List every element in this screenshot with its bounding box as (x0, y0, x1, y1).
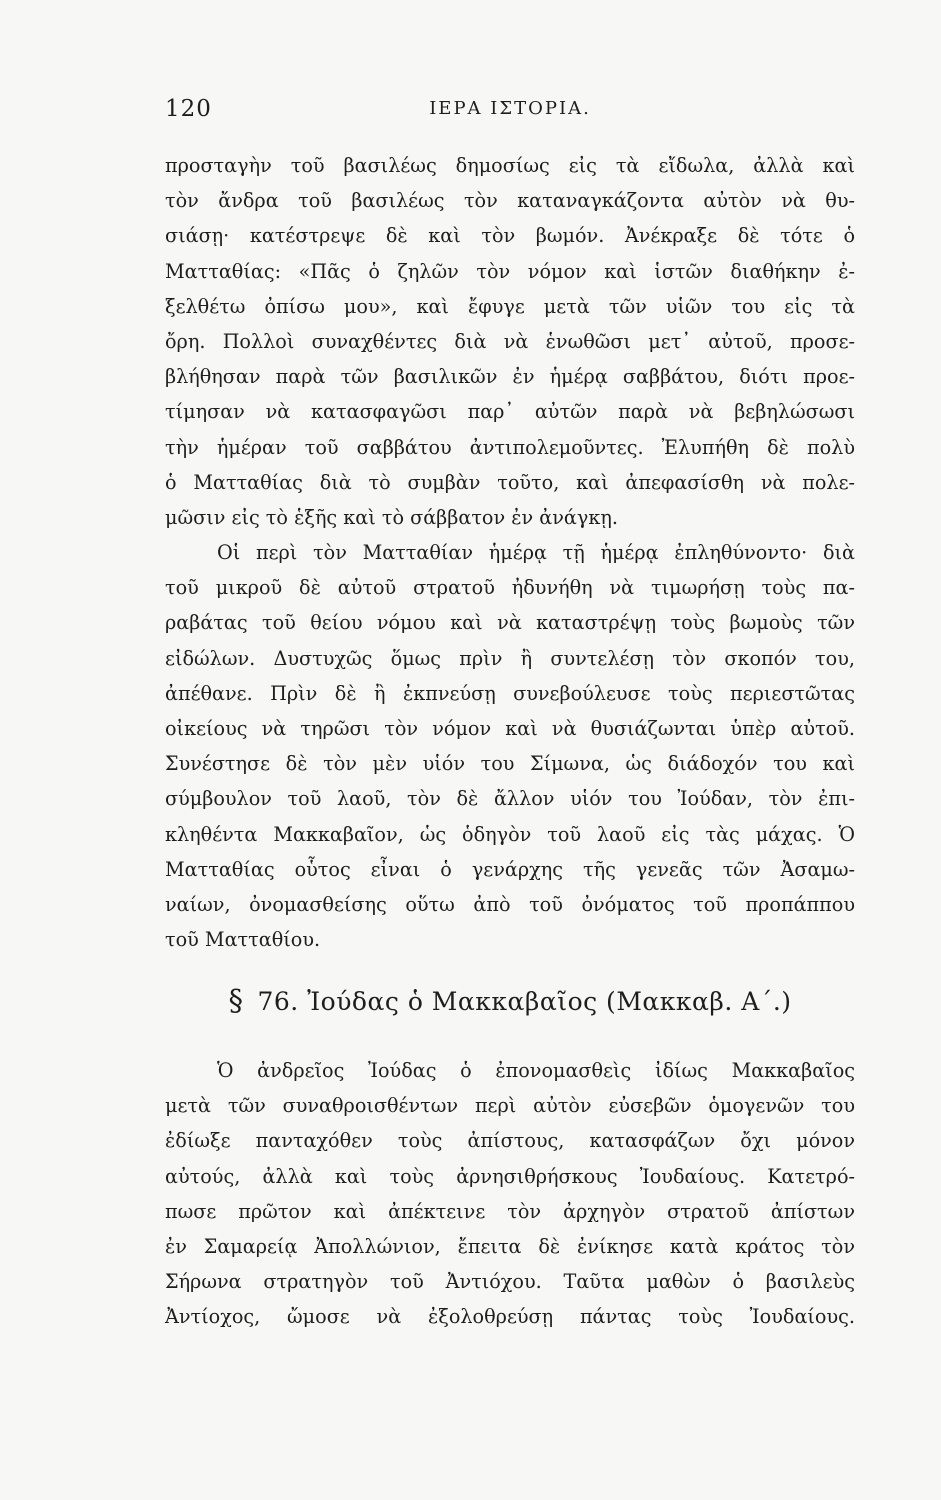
text-line: Ματταθίας: «Πᾶς ὁ ζηλῶν τὸν νόμον καὶ ἱστῶν διαθήκην ἐ- (165, 259, 855, 283)
text-line: βλήθησαν παρὰ τῶν βασιλικῶν ἐν ἡμέρᾳ σαββάτου, διότι προε- (165, 365, 855, 389)
text-line: Ματταθίας οὗτος εἶναι ὁ γενάρχης τῆς γενεᾶς τῶν Ἀσαμω- (165, 857, 855, 881)
text-line: ξελθέτω ὀπίσω μου», καὶ ἔφυγε μετὰ τῶν υἱῶν του εἰς τὰ (165, 294, 855, 318)
text-line: Ὁ ἀνδρεῖος Ἰούδας ὁ ἐπονομασθεὶς ἰδίως Μακκαβαῖος (217, 1059, 855, 1082)
text-line: σύμβουλον τοῦ λαοῦ, τὸν δὲ ἄλλον υἱόν του Ἰούδαν, τὸν ἐπι- (165, 787, 855, 811)
text-line: ραβάτας τοῦ θείου νόμου καὶ νὰ καταστρέψῃ τοὺς βωμοὺς τῶν (165, 611, 855, 635)
text-line: Συνέστησε δὲ τὸν μὲν υἱόν του Σίμωνα, ὡς διάδοχόν του καὶ (165, 752, 855, 776)
page-number: 120 (165, 96, 212, 122)
text-line: πωσε πρῶτον καὶ ἀπέκτεινε τὸν ἀρχηγὸν στρατοῦ ἀπίστων (165, 1199, 855, 1223)
text-line: ἐδίωξε πανταχόθεν τοὺς ἀπίστους, κατασφάζων ὄχι μόνον (165, 1129, 855, 1153)
text-line: ἐν Σαμαρείᾳ Ἀπολλώνιον, ἔπειτα δὲ ἐνίκησε κατὰ κράτος τὸν (165, 1234, 855, 1258)
paragraph-mattathias (165, 535, 855, 957)
text-line: ναίων, ὀνομασθείσης οὕτω ἀπὸ τοῦ ὀνόματος τοῦ προπάππου (165, 892, 855, 916)
paragraph-judas (165, 1053, 855, 1335)
running-title: ΙΕΡΑ ΙΣΤΟΡΙΑ. (429, 98, 591, 119)
text-line: μετὰ τῶν συναθροισθέντων περὶ αὐτὸν εὐσεβῶν ὁμογενῶν του (165, 1094, 855, 1118)
text-line: σιάσῃ· κατέστρεψε δὲ καὶ τὸν βωμόν. Ἀνέκραξε δὲ τότε ὁ (165, 224, 855, 248)
section-title: 76. Ἰούδας ὁ Μακκαβαῖος (Μακκαβ. Α΄.) (257, 987, 792, 1016)
text-line: οἰκείους νὰ τηρῶσι τὸν νόμον καὶ νὰ θυσιάζωνται ὑπὲρ αὐτοῦ. (165, 716, 855, 740)
text-line: εἰδώλων. Δυστυχῶς ὅμως πρὶν ἢ συντελέσῃ τὸν σκοπόν του, (165, 646, 855, 670)
text-line: ὄρη. Πολλοὶ συναχθέντες διὰ νὰ ἑνωθῶσι μετ᾽ αὐτοῦ, προσε- (165, 329, 855, 353)
text-line: μῶσιν εἰς τὸ ἑξῆς καὶ τὸ σάββατον ἐν ἀνάγκῃ. (165, 505, 618, 529)
text-line: τίμησαν νὰ κατασφαγῶσι παρ᾽ αὐτῶν παρὰ νὰ βεβηλώσωσι (165, 400, 855, 424)
section-sign: § (228, 983, 244, 1017)
text-line: Σήρωνα στρατηγὸν τοῦ Ἀντιόχου. Ταῦτα μαθὼν ὁ βασιλεὺς (165, 1270, 855, 1294)
text-line: τοῦ Ματταθίου. (165, 928, 321, 952)
text-line: τὸν ἄνδρα τοῦ βασιλέως τὸν καταναγκάζοντα αὐτὸν νὰ θυ- (165, 189, 855, 213)
text-line: τὴν ἡμέραν τοῦ σαββάτου ἀντιπολεμοῦντες. Ἐλυπήθη δὲ πολὺ (165, 435, 855, 459)
paragraph-continuation (165, 148, 855, 535)
text-line: κληθέντα Μακκαβαῖον, ὡς ὁδηγὸν τοῦ λαοῦ εἰς τὰς μάχας. Ὁ (165, 822, 855, 846)
text-line: ὁ Ματταθίας διὰ τὸ συμβὰν τοῦτο, καὶ ἀπεφασίσθη νὰ πολε- (165, 470, 855, 494)
section-heading (165, 983, 855, 1017)
text-line: αὐτούς, ἀλλὰ καὶ τοὺς ἀρνησιθρήσκους Ἰουδαίους. Κατετρό- (165, 1164, 855, 1188)
running-head (165, 96, 855, 128)
text-line: Ἀντίοχος, ὤμοσε νὰ ἐξολοθρεύσῃ πάντας τοὺς Ἰουδαίους. (165, 1305, 855, 1329)
text-line: προσταγὴν τοῦ βασιλέως δημοσίως εἰς τὰ εἴδωλα, ἀλλὰ καὶ (165, 154, 855, 177)
text-line: Οἱ περὶ τὸν Ματταθίαν ἡμέρᾳ τῇ ἡμέρᾳ ἐπληθύνοντο· διὰ (217, 541, 855, 564)
text-line: τοῦ μικροῦ δὲ αὐτοῦ στρατοῦ ἠδυνήθη νὰ τιμωρήσῃ τοὺς πα- (165, 576, 855, 600)
text-line: ἀπέθανε. Πρὶν δὲ ἢ ἐκπνεύσῃ συνεβούλευσε τοὺς περιεστῶτας (165, 681, 855, 705)
